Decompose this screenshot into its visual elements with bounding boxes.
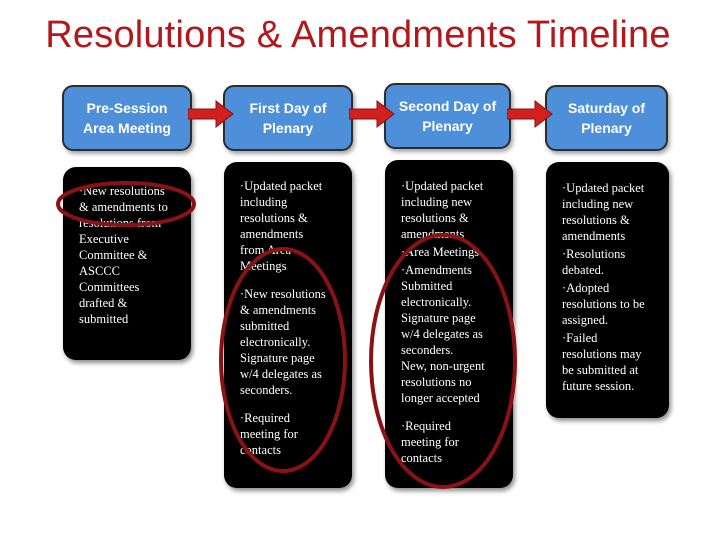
stage-item: ·New resolutions & amendments to resolutions from Executive Committee & ASCCC Committees drafted & submitted [79, 184, 168, 326]
stage-item: ·Adopted resolutions to be assigned. [562, 281, 645, 327]
stage-details-first-day [224, 162, 352, 488]
stage-header-saturday: Saturday of Plenary [545, 85, 668, 151]
stage-item: ·Amendments Submitted electronically. Signature page w/4 delegates as seconders. New, non-urgent resolutions no longer accepted [401, 263, 485, 405]
stage-item: ·New resolutions & amendments submitted electronically. Signature page w/4 delegates as seconders. [240, 287, 326, 397]
page-title: Resolutions & Amendments Timeline [45, 14, 671, 56]
stage-item: ·Required meeting for contacts [240, 411, 298, 457]
stage-header-second-day: Second Day of Plenary [384, 83, 511, 149]
stage-header-pre-session: Pre-Session Area Meeting [62, 85, 192, 151]
stage-details-pre-session [63, 167, 191, 360]
stage-item: ·Failed resolutions may be submitted at future session. [562, 331, 642, 393]
right-arrow-icon [188, 100, 234, 128]
stage-header-first-day: First Day of Plenary [223, 85, 353, 151]
stage-item: ·Area Meetings [401, 245, 480, 259]
stage-item: ·Updated packet including new resolutions & amendments [562, 181, 645, 243]
stage-item: ·Updated packet including resolutions & amendments from Area Meetings [240, 179, 323, 273]
stage-item: ·Updated packet including new resolutions & amendments [401, 179, 484, 241]
stage-details-second-day [385, 160, 513, 488]
stage-details-saturday [546, 162, 669, 418]
stage-item: ·Required meeting for contacts [401, 419, 459, 465]
right-arrow-icon [349, 100, 395, 128]
stage-item: ·Resolutions debated. [562, 247, 626, 277]
right-arrow-icon [507, 100, 553, 128]
